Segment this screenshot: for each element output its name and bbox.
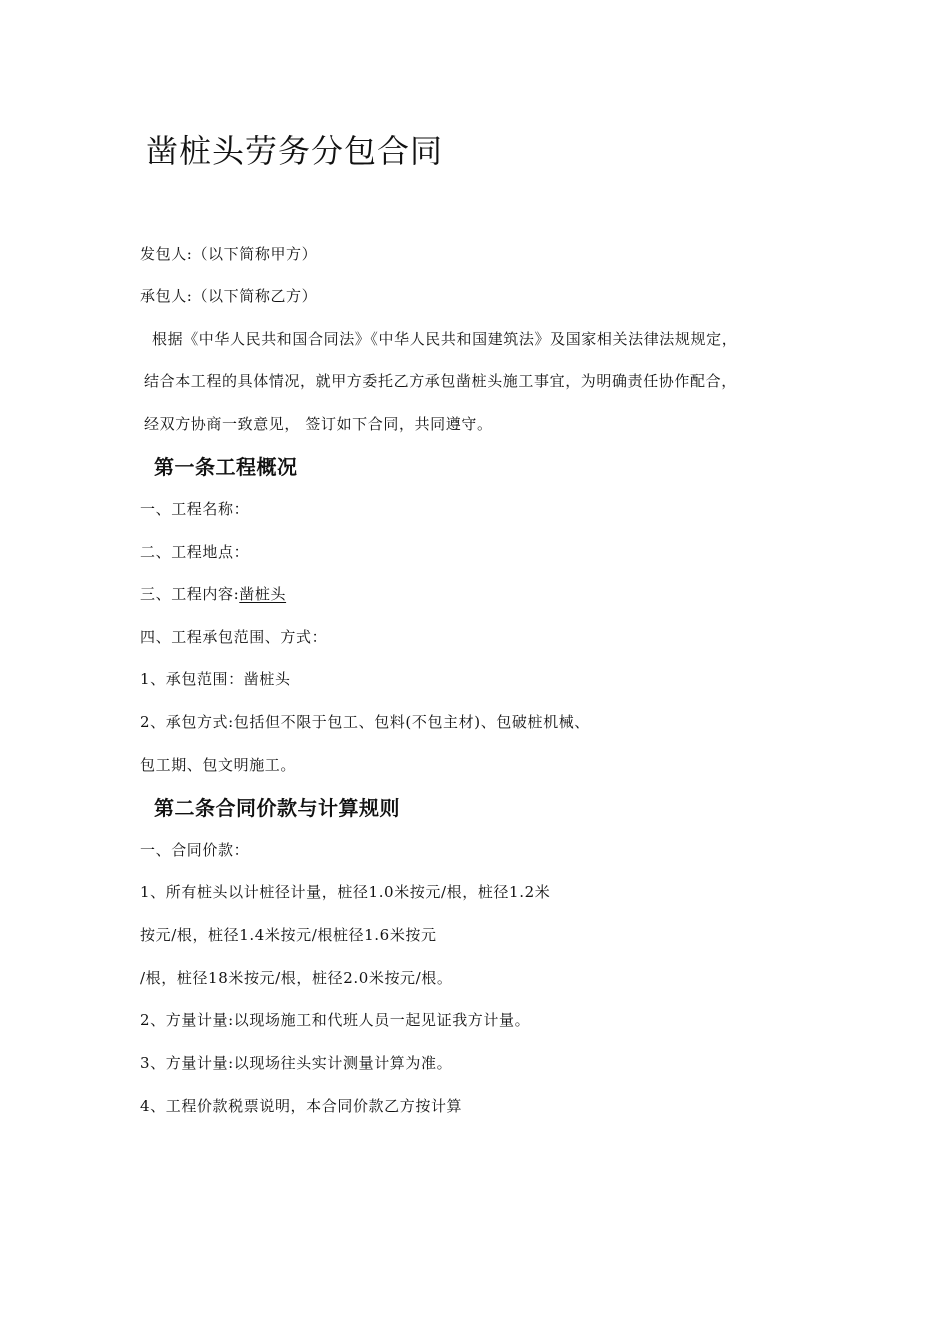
project-name-line: 一、工程名称： [140,500,250,518]
article-2-heading: 第二条合同价款与计算规则 [154,796,400,820]
measurement-line-1: 2、方量计量:以现场施工和代班人员一起见证我方计量。 [140,1011,531,1029]
project-content-value: 凿桩头 [239,585,287,603]
price-line-1: 1、所有桩头以计桩径计量，桩径1.0米按元/根，桩径1.2米 [140,883,551,901]
contract-price-line: 一、合同价款： [140,841,250,859]
method-line-1: 2、承包方式:包括但不限于包工、包料(不包主材)、包破桩机械、 [140,713,590,731]
intro-paragraph-line-2: 结合本工程的具体情况，就甲方委托乙方承包凿桩头施工事宜，为明确责任协作配合， [144,372,737,390]
measurement-line-2: 3、方量计量:以现场往头实计测量计算为准。 [140,1054,453,1072]
contract-scope-heading-line: 四、工程承包范围、方式： [140,628,328,646]
document-title: 凿桩头劳务分包合同 [146,132,444,170]
project-content-label: 三、工程内容: [140,585,240,603]
project-location-line: 二、工程地点： [140,543,250,561]
article-1-heading: 第一条工程概况 [154,455,298,479]
price-line-3: /根，桩径18米按元/根，桩径2.0米按元/根。 [140,969,453,987]
project-content-line [140,584,286,604]
intro-paragraph-line-3: 经双方协商一致意见， 签订如下合同，共同遵守。 [144,415,493,433]
intro-paragraph-line-1: 根据《中华人民共和国合同法》《中华人民共和国建筑法》及国家相关法律法规规定， [152,330,738,348]
scope-line: 1、承包范围：凿桩头 [140,670,291,688]
tax-line: 4、工程价款税票说明，本合同价款乙方按计算 [140,1097,463,1115]
price-line-2: 按元/根，桩径1.4米按元/根桩径1.6米按元 [140,926,437,944]
employer-line: 发包人:（以下简称甲方） [140,245,318,263]
contractor-line: 承包人:（以下简称乙方） [140,287,318,305]
method-line-2: 包工期、包文明施工。 [140,756,297,774]
